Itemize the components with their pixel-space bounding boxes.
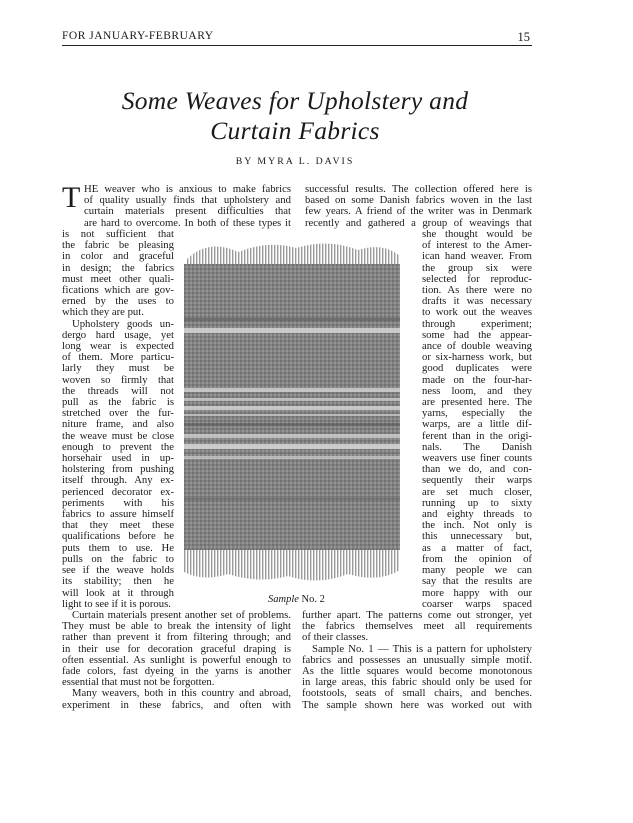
text-line: this unnecessary but, <box>422 531 532 543</box>
text-line: often essential. As sunlight is powerful enough to <box>62 654 291 666</box>
text-line: long wear is expected <box>62 341 174 353</box>
text-line: recently and gathered a group of weavings that <box>305 217 532 229</box>
text-line: the inch. Not only is <box>422 520 532 532</box>
title-line-2: Curtain Fabrics <box>210 116 380 145</box>
drop-cap: T <box>62 181 81 214</box>
text-line: erned by the uses to <box>62 296 174 308</box>
text-line: ance of double weaving <box>422 341 532 353</box>
text-line: Upholstery goods un- <box>72 318 174 330</box>
text-line: periments with his <box>62 497 174 509</box>
text-line: pull as the fabric is <box>62 397 174 409</box>
text-line: through experiment; <box>422 318 532 330</box>
text-line: or six-harness work, but <box>422 352 532 364</box>
text-line: few years. A friend of the writer was in Denmark <box>305 206 532 218</box>
text-line: stretched over the fur- <box>62 408 174 420</box>
text-line: in design; the fabrics <box>62 262 174 274</box>
right-column-bottom <box>302 610 532 711</box>
text-line: niture frame, and also <box>62 419 174 431</box>
text-line: the fabric be pleasing <box>62 240 174 252</box>
text-line: qualifications before he <box>62 531 174 543</box>
text-line: as a matter of fact, <box>422 542 532 554</box>
text-line: larly they must be <box>62 363 174 375</box>
text-line: is not sufficient that <box>62 229 174 240</box>
text-line: the group six were <box>422 262 532 274</box>
left-column-bottom <box>62 610 291 711</box>
text-line: the threads will not <box>62 385 174 397</box>
text-line: fade colors, fast dyeing in the yarns is another <box>62 666 291 678</box>
text-line: will look at it through <box>62 587 174 599</box>
text-line: to work out the weaves <box>422 307 532 319</box>
text-line: in large areas, this fabric should only be used for <box>302 677 532 689</box>
text-line: warps, are a little dif- <box>422 419 532 431</box>
text-line: successful results. The collection offered here is <box>305 184 532 195</box>
text-line: enough to prevent the <box>62 441 174 453</box>
text-line: pulls on the fabric to <box>62 553 174 565</box>
text-line: coarser warps spaced <box>422 598 532 610</box>
header-rule <box>62 45 532 46</box>
text-line: sequently their warps <box>422 475 532 487</box>
text-line: that they meet these <box>62 520 174 532</box>
section-title: FOR JANUARY-FEBRUARY <box>62 30 214 42</box>
text-line: puts them to use. He <box>62 542 174 554</box>
text-line: Sample No. 1 — This is a pattern for upholstery <box>312 643 532 655</box>
text-line: are set much closer, <box>422 486 532 498</box>
text-line: of interest to the Amer- <box>422 240 532 252</box>
text-line: yarns, especially the <box>422 408 532 420</box>
text-line: They must be able to break the intensity of light <box>62 621 291 633</box>
text-line: in color and graceful <box>62 251 174 263</box>
text-line: are presented here. The <box>422 397 532 409</box>
text-line: fabrics and possesses an unusually simple motif. <box>302 654 532 666</box>
right-column-wrap <box>422 229 532 610</box>
text-line: fications which are gov- <box>62 285 174 297</box>
right-column-top <box>305 184 532 229</box>
text-line: selected for reproduc- <box>422 273 532 285</box>
text-line: light to see if it is porous. <box>62 598 171 610</box>
text-line: of them. More particu- <box>62 352 174 364</box>
text-line: of quality usually finds that upholstery and <box>84 195 291 207</box>
title-line-1: Some Weaves for Upholstery and <box>121 86 469 115</box>
text-line: HE weaver who is anxious to make fabrics <box>84 184 291 195</box>
text-line: fabrics to assure himself <box>62 509 174 521</box>
text-line: tion. As there were no <box>422 285 532 297</box>
text-line: than we do, and con- <box>422 464 532 476</box>
text-line: woven so firmly that <box>62 374 174 386</box>
text-line: many people we can <box>422 565 532 577</box>
text-line: in their use for decoration graceful draping is <box>62 643 291 655</box>
text-line: say that the results are <box>422 576 532 588</box>
text-line: further apart. The patterns come out stronger, yet <box>302 610 532 621</box>
text-line: which they are put. <box>62 307 144 319</box>
text-line: more happy with our <box>422 587 532 599</box>
text-line: dergo hard usage, yet <box>62 329 174 341</box>
text-line: ferent than in the origi- <box>422 430 532 442</box>
running-header <box>62 30 532 50</box>
text-line: running up to sixty <box>422 497 532 509</box>
text-line: Curtain materials present another set of problems. <box>72 610 291 621</box>
text-line: see if the weave holds <box>62 565 174 577</box>
text-line: she thought would be <box>422 229 532 240</box>
text-line: of their classes. <box>302 632 369 644</box>
text-line: itself through. Any ex- <box>62 475 174 487</box>
text-line: and eighty threads to <box>422 509 532 521</box>
fabric-sample-photo <box>178 238 406 588</box>
text-line: based on some Danish fabrics woven in the last <box>305 195 532 207</box>
text-line: the weave must be close <box>62 430 174 442</box>
left-column-wrap <box>62 229 174 610</box>
text-line: some had the appear- <box>422 329 532 341</box>
article-title <box>60 86 530 146</box>
text-line: experiment in these fabrics, and often with <box>62 699 291 711</box>
text-line: weavers use finer counts <box>422 453 532 465</box>
text-line: horsehair used in up- <box>62 453 174 465</box>
page-number: 15 <box>517 30 530 44</box>
text-line: As the little squares would become monotonous <box>302 666 532 678</box>
text-line: ican hand weaver. From <box>422 251 532 263</box>
text-line: are hard to overcome. In both of these types it <box>84 217 291 229</box>
caption-label: Sample <box>268 594 299 605</box>
text-line: footstools, seats of small chairs, and benches. <box>302 688 532 700</box>
bottom-fringe <box>184 550 400 581</box>
text-line: perienced decorator ex- <box>62 486 174 498</box>
text-line: must meet other quali- <box>62 273 174 285</box>
text-line: essential that must not be forgotten. <box>62 677 215 689</box>
text-line: the fabrics themselves meet all requirements <box>302 621 532 633</box>
text-line: curtain materials present difficulties that <box>84 206 291 218</box>
caption-number: No. 2 <box>301 594 325 605</box>
left-column-top <box>84 184 291 229</box>
text-line: holstering from pushing <box>62 464 174 476</box>
text-line: The sample shown here was worked out with <box>302 699 532 711</box>
byline: BY MYRA L. DAVIS <box>235 156 355 167</box>
text-line: made on the four-har- <box>422 374 532 386</box>
text-line: ness loom, and they <box>422 385 532 397</box>
text-line: its stability; then he <box>62 576 174 588</box>
figure-caption <box>268 594 325 605</box>
text-line: Many weavers, both in this country and abroad, <box>72 688 291 700</box>
text-line: from the opinion of <box>422 553 532 565</box>
text-line: rather than prevent it from filtering through; and <box>62 632 291 644</box>
text-line: good duplicates were <box>422 363 532 375</box>
text-line: drafts it was necessary <box>422 296 532 308</box>
text-line: nals. The Danish <box>422 441 532 453</box>
